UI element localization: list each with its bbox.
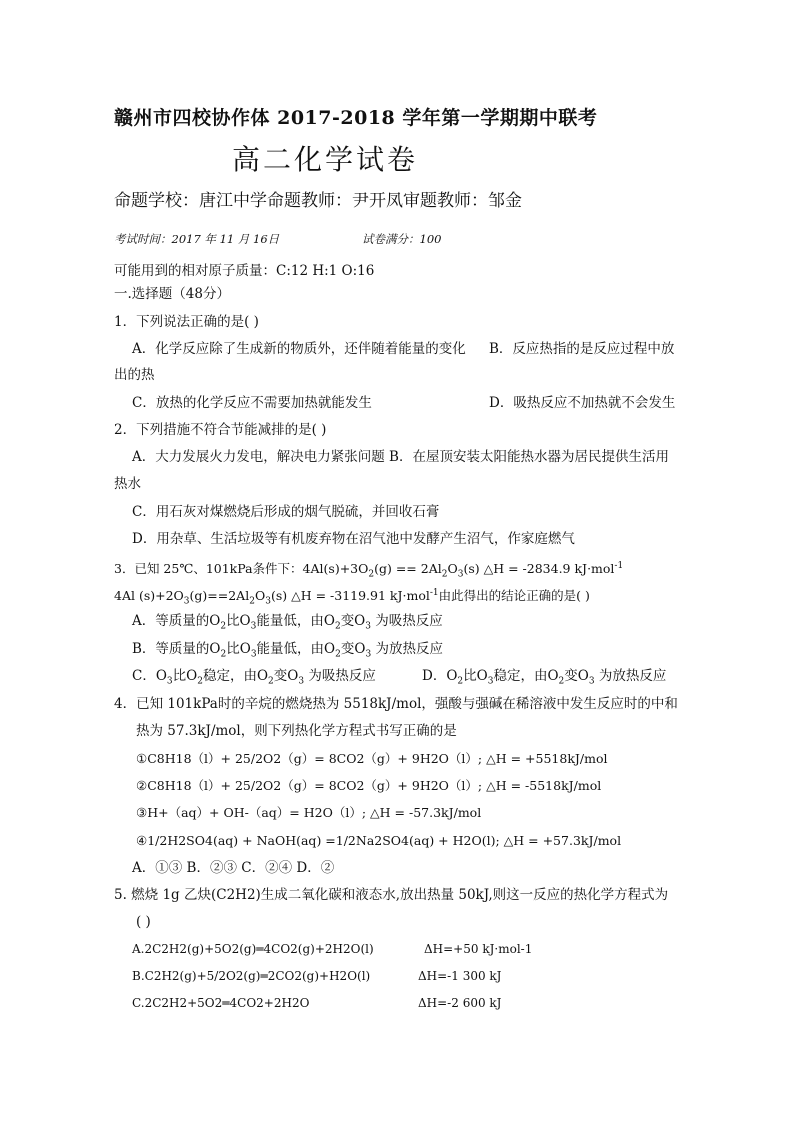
question-3-option-c: C．$O_3$比$O_2$稳定，由$O_2$变$O_3$ 为吸热反应 <box>132 668 376 687</box>
question-4-stem-2: 热为 57.3kJ/mol，则下列热化学方程式书写正确的是 <box>136 723 457 739</box>
question-5-option-c-enthalpy: ΔH=-2 600 kJ <box>418 996 502 1010</box>
question-5-option-b: B.C2H2(g)+5/2O2(g)═2CO2(g)+H2O(l) <box>132 969 371 983</box>
question-3-option-d: D．$O_2$比$O_3$稳定，由$O_2$变$O_3$ 为放热反应 <box>422 668 667 687</box>
question-5-option-a: A.2C2H2(g)+5O2(g)═4CO2(g)+2H2O(l) <box>132 942 374 956</box>
question-3-option-b: B．等质量的$O_2$比$O_3$能量低，由$O_2$变$O_3$ 为放热反应 <box>132 641 443 660</box>
question-4-option-4: ④1/2H2SO4(aq) + NaOH(aq) =1/2Na2SO4(aq) + H2O(l); △H = +57.3kJ/mol <box>136 833 622 848</box>
question-4-option-3: ③H+（aq）+ OH-（aq）= H2O（l）; △H = -57.3kJ/mol <box>136 805 482 820</box>
question-3-line-1: 3．已知 25℃、101kPa条件下：$4Al(s)+3O_2(g) == 2Al_2O_3(s)$ △H = -2834.9 kJ·mol$^{-1}$ <box>114 561 624 580</box>
question-1-option-d: D．吸热反应不加热就不会发生 <box>489 395 676 411</box>
question-4-option-2: ②C8H18（l）+ 25/2O2（g）= 8CO2（g）+ 9H2O（l）; △H = -5518kJ/mol <box>136 778 602 793</box>
question-5-option-b-enthalpy: ΔH=-1 300 kJ <box>418 969 502 983</box>
question-2-option-ab: A．大力发展火力发电，解决电力紧张问题 B．在屋顶安装太阳能热水器为居民提供生活用 <box>132 449 669 465</box>
question-2-option-c: C．用石灰对煤燃烧后形成的烟气脱硫，并回收石膏 <box>132 504 440 520</box>
question-2-option-b-cont: 热水 <box>114 476 141 492</box>
question-4-option-1: ①C8H18（l）+ 25/2O2（g）= 8CO2（g）+ 9H2O（l）; △H = +5518kJ/mol <box>136 751 608 766</box>
question-4-stem-1: 4．已知 101kPa时的辛烷的燃烧热为 5518kJ/mol，强酸与强碱在稀溶液中发生反应时的中和 <box>114 696 678 712</box>
author-line: 命题学校：唐江中学命题教师：尹开凤审题教师：邹金 <box>114 191 522 211</box>
question-5-stem-1: 5. 燃烧 1g 乙炔(C2H2)生成二氧化碳和液态水,放出热量 50kJ,则这一反应的热化学方程式为 <box>114 887 669 903</box>
question-2-option-d: D．用杂草、生活垃圾等有机废弃物在沼气池中发酵产生沼气，作家庭燃气 <box>132 531 575 547</box>
exam-subject-title: 高二化学试卷 <box>232 143 419 176</box>
question-1-option-b-cont: 出的热 <box>114 367 155 383</box>
question-3-option-a: A．等质量的$O_2$比$O_3$能量低，由$O_2$变$O_3$ 为吸热反应 <box>132 613 443 632</box>
question-2-stem: 2．下列措施不符合节能减排的是( ) <box>114 422 327 438</box>
full-score: 试卷满分：100 <box>362 232 442 246</box>
question-5-stem-2: ( ) <box>136 914 151 930</box>
question-1-option-a: A．化学反应除了生成新的物质外，还伴随着能量的变化 <box>132 341 466 357</box>
section-title: 一.选择题（48分） <box>114 286 230 302</box>
question-3-line-2: 4Al $(s)+2O_3(g)==2Al_2O_3(s)$ △H = -3119.91 kJ·mol$^{-1}$由此得出的结论正确的是( ) <box>114 588 590 607</box>
question-5-option-c: C.2C2H2+5O2═4CO2+2H2O <box>132 996 310 1010</box>
exam-time: 考试时间：2017 年 11 月 16日 <box>114 232 280 246</box>
exam-header-title: 赣州市四校协作体 2017-2018 学年第一学期期中联考 <box>114 107 598 129</box>
question-1-option-c: C．放热的化学反应不需要加热就能发生 <box>132 395 372 411</box>
question-5-option-a-enthalpy: ΔH=+50 kJ·mol-1 <box>424 942 533 956</box>
atomic-masses: 可能用到的相对原子质量：C:12 H:1 O:16 <box>114 263 375 279</box>
question-4-choices: A．①③ B．②③ C．②④ D．② <box>132 860 335 876</box>
question-1-stem: 1．下列说法正确的是( ) <box>114 314 259 330</box>
question-1-option-b: B．反应热指的是反应过程中放 <box>489 341 675 357</box>
